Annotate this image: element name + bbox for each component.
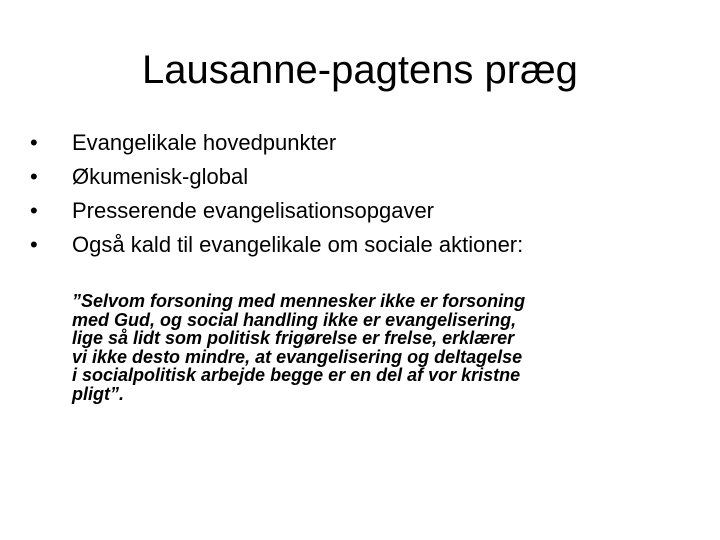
- bullet-text: Evangelikale hovedpunkter: [72, 130, 337, 155]
- quote-line: i socialpolitisk arbejde begge er en del af vor kristne: [72, 365, 521, 385]
- slide-title: Lausanne-pagtens præg: [142, 48, 578, 92]
- bullet-item: [30, 228, 700, 262]
- bullet-list: [30, 126, 700, 262]
- quote-line: vi ikke desto mindre, at evangelisering og deltagelse: [72, 346, 523, 367]
- bullet-dot-icon: •: [30, 232, 38, 257]
- bullet-item: [30, 160, 700, 194]
- bullet-text: Økumenisk-global: [72, 164, 249, 189]
- quote-line: lige så lidt som politisk frigørelse er frelse, erklærer: [72, 328, 515, 348]
- bullet-dot-icon: •: [30, 130, 38, 155]
- bullet-item: [30, 194, 700, 228]
- quote-line: med Gud, og social handling ikke er evangelisering,: [72, 309, 517, 330]
- quote-line: pligt”.: [72, 383, 124, 404]
- bullet-text: Presserende evangelisationsopgaver: [72, 198, 435, 223]
- bullet-item: [30, 126, 700, 160]
- bullet-dot-icon: •: [30, 164, 38, 189]
- bullet-text: Også kald til evangelikale om sociale aktioner:: [72, 232, 524, 257]
- quote-block: [72, 292, 692, 403]
- bullet-dot-icon: •: [30, 198, 38, 223]
- quote-line: ”Selvom forsoning med mennesker ikke er forsoning: [72, 291, 526, 311]
